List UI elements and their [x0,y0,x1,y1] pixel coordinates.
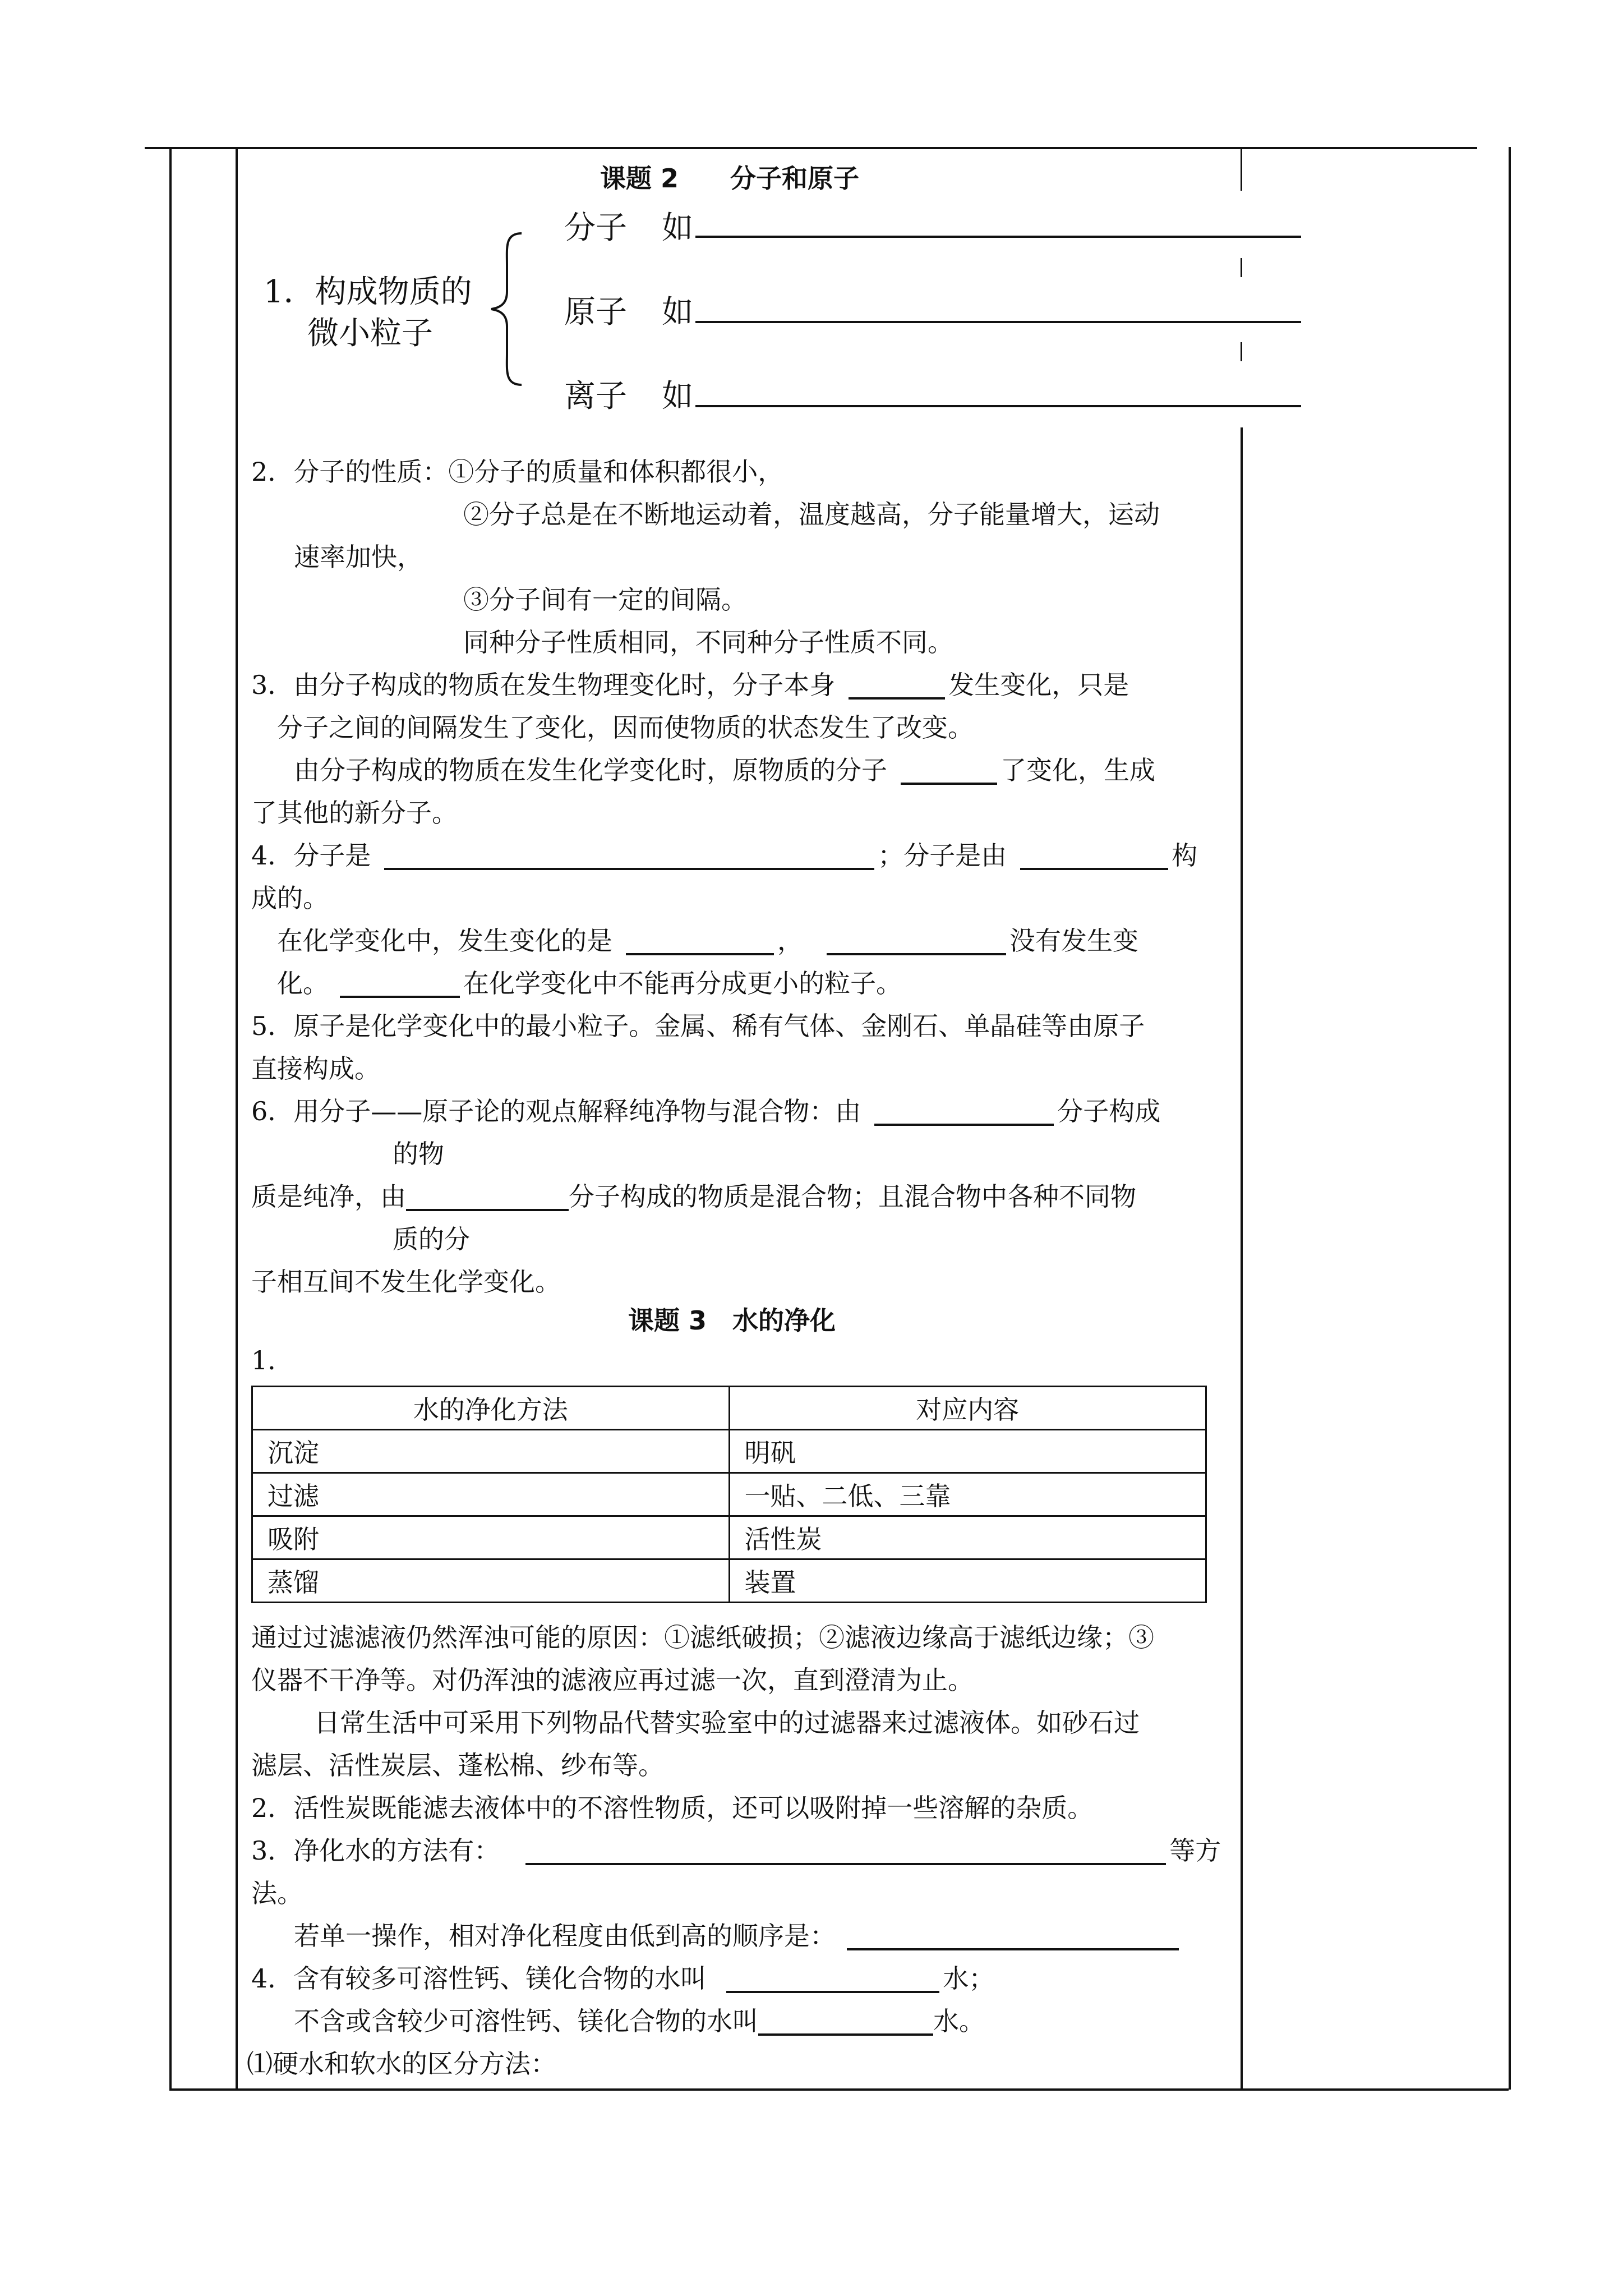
l3-item2: 2．活性炭既能滤去液体中的不溶性物质，还可以吸附掉一些溶解的杂质。 [251,1793,1094,1823]
table-row [252,1516,1206,1559]
table-cell-method: 吸附 [252,1516,730,1559]
l3-item3-line1b: 等方 [1169,1835,1221,1866]
s6-line4: 质的分 [393,1224,470,1254]
s4-line1 [251,834,1197,877]
frame-right [1509,147,1511,2090]
s4-blank2[interactable] [1020,842,1168,870]
s4-line1c: 构 [1172,840,1198,871]
l3-para2-line2: 滤层、活性炭层、蓬松棉、纱布等。 [251,1750,664,1780]
s6-line1b: 分子构成 [1057,1096,1161,1126]
s4-line4a: 化。 [277,968,329,999]
l3-item3-line3-text: 若单一操作，相对净化程度由低到高的顺序是： [294,1921,836,1951]
frame-inner-left [236,147,238,2090]
s5-line2: 直接构成。 [251,1053,380,1084]
s4-line1a: 4．分子是 [251,840,371,871]
s4-blank4[interactable] [827,927,1006,955]
s3-line1 [251,663,1129,707]
frame-inner-right-top [1241,147,1242,191]
particle-molecule-blank [695,236,1301,238]
s3-line4: 了其他的新分子。 [251,798,458,828]
l3-para1-line1: 通过过滤滤液仍然浑浊可能的原因：①滤纸破损；②滤液边缘高于滤纸边缘；③ [251,1622,1154,1653]
particle-ion-blank [695,405,1301,407]
table-header-content: 对应内容 [729,1387,1206,1430]
s3-line2: 分子之间的间隔发生了变化，因而使物质的状态发生了改变。 [277,712,974,743]
s6-blank1[interactable] [874,1098,1054,1126]
l3-item4-line1 [251,1957,994,2000]
s6-line2: 的物 [393,1139,444,1169]
s3-line1b: 发生变化，只是 [948,670,1129,700]
table-cell-method: 蒸馏 [252,1559,730,1603]
s6-line1 [251,1089,1160,1133]
particle-molecule-ru: 如 [662,210,693,246]
l3-item4-blank2[interactable] [758,2008,933,2036]
table-row [252,1559,1206,1603]
s4-line3c: 没有发生变 [1009,926,1138,956]
l3-para1-line2: 仪器不干净等。对仍浑浊的滤液应再过滤一次，直到澄清为止。 [251,1665,974,1695]
l3-item3-line2: 法。 [251,1878,303,1908]
l3-item3-blank2[interactable] [847,1922,1179,1950]
s2-line4: ③分子间有一定的间隔。 [463,585,747,615]
table-header-method: 水的净化方法 [252,1387,730,1430]
s6-line3b: 分子构成的物质是混合物；且混合物中各种不同物 [569,1181,1136,1212]
particle-atom-name: 原子 [564,294,627,330]
particle-molecule-name: 分子 [564,210,627,246]
s4-line3b: ， [777,926,803,956]
s3-blank1[interactable] [849,671,945,700]
frame-inner-right [1241,427,1243,2090]
brace-icon [488,231,527,387]
particle-ion-name: 离子 [564,378,627,415]
l3-item4-line1a: 4．含有较多可溶性钙、镁化合物的水叫 [251,1963,707,1994]
s2-line3: 速率加快， [294,542,423,572]
l3-item4-blank1[interactable] [726,1965,939,1993]
table-header-row [252,1387,1206,1430]
table-cell-method: 过滤 [252,1473,730,1516]
l3-item3-blank1[interactable] [525,1837,1166,1865]
l3-item4-line2a: 不含或含较少可溶性钙、镁化合物的水叫 [294,2006,758,2036]
purification-table [251,1386,1207,1603]
frame-inner-right-tick2 [1241,342,1242,361]
l3-item4-line1b: 水； [943,1963,995,1994]
particle-ion-ru: 如 [662,378,693,415]
frame-left [169,147,172,2090]
l3-para2-line1: 日常生活中可采用下列物品代替实验室中的过滤器来过滤液体。如砂石过 [314,1708,1140,1738]
l3-item4-sub1: ⑴硬水和软水的区分方法： [247,2049,556,2079]
s4-blank5[interactable] [340,970,460,998]
frame-inner-right-tick1 [1241,258,1242,277]
table-cell-content: 活性炭 [729,1516,1206,1559]
particle-atom-ru: 如 [662,294,693,330]
s3-line3a: 由分子构成的物质在发生化学变化时，原物质的分子 [294,755,887,785]
table-cell-content: 装置 [729,1559,1206,1603]
s4-line4 [277,961,902,1005]
frame-left-tick [236,208,238,252]
l3-item3-line3 [294,1914,1182,1958]
s4-line3a: 在化学变化中，发生变化的是 [277,926,612,956]
s4-blank1[interactable] [384,842,874,870]
s4-blank3[interactable] [626,927,774,955]
lesson2-title: 课题 2 分子和原子 [600,163,860,194]
s2-line2: ②分子总是在不断地运动着，温度越高，分子能量增大，运动 [463,499,1160,530]
s4-line3 [277,919,1138,963]
s5-line1: 5．原子是化学变化中的最小粒子。金属、稀有气体、金刚石、单晶硅等由原子 [251,1011,1145,1041]
s6-line3a: 质是纯净，由 [251,1181,406,1212]
particles-label-line2: 微小粒子 [307,315,433,352]
lesson3-title: 课题 3 水的净化 [628,1305,836,1336]
s4-line4b: 在化学变化中不能再分成更小的粒子。 [463,968,902,999]
s3-line3 [294,748,1155,792]
l3-item4-line2b: 水。 [933,2006,985,2036]
s2-line1: 2．分子的性质：①分子的质量和体积都很小， [251,457,784,487]
l3-item1-label: 1． [251,1345,294,1375]
s6-line1a: 6．用分子——原子论的观点解释纯净物与混合物：由 [251,1096,861,1126]
table-cell-method: 沉淀 [252,1430,730,1473]
s4-line1b: ；分子是由 [878,840,1007,871]
l3-item3-line1a: 3．净化水的方法有： [251,1835,500,1866]
table-row [252,1473,1206,1516]
table-row [252,1430,1206,1473]
particles-label-line1: 1．构成物质的 [264,274,472,310]
l3-item3-line1 [251,1829,1221,1872]
l3-item4-line2 [294,1999,985,2043]
bottom-rule [169,2088,1509,2091]
s6-line5: 子相互间不发生化学变化。 [251,1267,561,1297]
s3-line3b: 了变化，生成 [1000,755,1155,785]
table-cell-content: 一贴、二低、三靠 [729,1473,1206,1516]
s6-line3 [251,1175,1136,1218]
s4-line2: 成的。 [251,883,329,913]
s2-line5: 同种分子性质相同，不同种分子性质不同。 [463,627,953,657]
s3-line1a: 3．由分子构成的物质在发生物理变化时，分子本身 [251,670,836,700]
s6-blank2[interactable] [406,1183,569,1211]
particle-atom-blank [695,321,1301,323]
top-rule [145,147,1477,149]
s3-blank2[interactable] [901,757,997,785]
table-cell-content: 明矾 [729,1430,1206,1473]
